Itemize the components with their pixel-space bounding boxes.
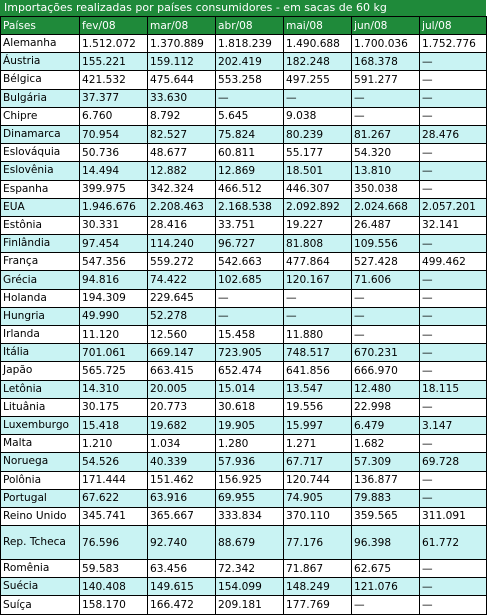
value-cell: —	[284, 289, 352, 307]
value-cell: 49.990	[80, 307, 148, 325]
column-header-feb: fev/08	[80, 17, 148, 35]
value-cell: —	[352, 107, 420, 125]
table-row	[1, 416, 487, 434]
value-cell: 114.240	[148, 235, 216, 253]
value-cell: 15.997	[284, 416, 352, 434]
value-cell: 6.479	[352, 416, 420, 434]
value-cell: 55.177	[284, 144, 352, 162]
value-cell: 96.398	[352, 526, 420, 560]
value-cell: 52.278	[148, 307, 216, 325]
value-cell: 2.092.892	[284, 198, 352, 216]
table-row	[1, 398, 487, 416]
value-cell: 12.480	[352, 380, 420, 398]
value-cell: —	[352, 596, 420, 614]
value-cell: —	[420, 307, 487, 325]
value-cell: 1.700.036	[352, 35, 420, 53]
value-cell: —	[420, 144, 487, 162]
value-cell: 50.736	[80, 144, 148, 162]
country-cell: Eslovênia	[1, 162, 80, 180]
value-cell: 477.864	[284, 253, 352, 271]
value-cell: 1.490.688	[284, 35, 352, 53]
table-row	[1, 253, 487, 271]
value-cell: 499.462	[420, 253, 487, 271]
value-cell: 19.556	[284, 398, 352, 416]
value-cell: 40.339	[148, 453, 216, 471]
value-cell: 67.622	[80, 489, 148, 507]
value-cell: 1.752.776	[420, 35, 487, 53]
value-cell: 19.227	[284, 216, 352, 234]
value-cell: 12.882	[148, 162, 216, 180]
value-cell: 30.175	[80, 398, 148, 416]
value-cell: 14.494	[80, 162, 148, 180]
value-cell: 748.517	[284, 344, 352, 362]
value-cell: 6.760	[80, 107, 148, 125]
country-cell: Noruega	[1, 453, 80, 471]
value-cell: —	[352, 307, 420, 325]
value-cell: 2.024.668	[352, 198, 420, 216]
value-cell: —	[420, 578, 487, 596]
value-cell: 154.099	[216, 578, 284, 596]
value-cell: 701.061	[80, 344, 148, 362]
country-cell: Malta	[1, 435, 80, 453]
table-row	[1, 53, 487, 71]
table-row	[1, 144, 487, 162]
table-row	[1, 380, 487, 398]
country-cell: Irlanda	[1, 326, 80, 344]
table-row	[1, 198, 487, 216]
imports-table	[0, 16, 487, 615]
value-cell: 77.176	[284, 526, 352, 560]
value-cell: 194.309	[80, 289, 148, 307]
value-cell: —	[420, 398, 487, 416]
value-cell: —	[420, 596, 487, 614]
value-cell: 1.370.889	[148, 35, 216, 53]
value-cell: 18.501	[284, 162, 352, 180]
value-cell: —	[352, 89, 420, 107]
value-cell: 527.428	[352, 253, 420, 271]
value-cell: 96.727	[216, 235, 284, 253]
value-cell: 421.532	[80, 71, 148, 89]
value-cell: 75.824	[216, 125, 284, 143]
table-row	[1, 578, 487, 596]
country-cell: Dinamarca	[1, 125, 80, 143]
value-cell: —	[420, 560, 487, 578]
value-cell: —	[420, 235, 487, 253]
country-cell: Letônia	[1, 380, 80, 398]
value-cell: 559.272	[148, 253, 216, 271]
value-cell: 97.454	[80, 235, 148, 253]
value-cell: 148.249	[284, 578, 352, 596]
table-row	[1, 453, 487, 471]
value-cell: 80.239	[284, 125, 352, 143]
value-cell: 140.408	[80, 578, 148, 596]
value-cell: 155.221	[80, 53, 148, 71]
value-cell: 9.038	[284, 107, 352, 125]
value-cell: 30.331	[80, 216, 148, 234]
value-cell: 399.975	[80, 180, 148, 198]
value-cell: —	[420, 471, 487, 489]
table-row	[1, 180, 487, 198]
value-cell: 11.120	[80, 326, 148, 344]
value-cell: —	[420, 362, 487, 380]
value-cell: 81.808	[284, 235, 352, 253]
value-cell: 13.810	[352, 162, 420, 180]
value-cell: 333.834	[216, 507, 284, 525]
value-cell: —	[420, 162, 487, 180]
header-row	[1, 17, 487, 35]
value-cell: 641.856	[284, 362, 352, 380]
value-cell: 166.472	[148, 596, 216, 614]
table-row	[1, 289, 487, 307]
value-cell: 54.320	[352, 144, 420, 162]
value-cell: 1.280	[216, 435, 284, 453]
value-cell: 61.772	[420, 526, 487, 560]
value-cell: —	[420, 89, 487, 107]
value-cell: —	[216, 307, 284, 325]
column-header-country: Países	[1, 17, 80, 35]
value-cell: —	[284, 89, 352, 107]
value-cell: 365.667	[148, 507, 216, 525]
value-cell: —	[420, 435, 487, 453]
value-cell: 19.905	[216, 416, 284, 434]
value-cell: 33.751	[216, 216, 284, 234]
value-cell: 136.877	[352, 471, 420, 489]
country-cell: Grécia	[1, 271, 80, 289]
country-cell: Suécia	[1, 578, 80, 596]
value-cell: —	[352, 326, 420, 344]
value-cell: 74.905	[284, 489, 352, 507]
value-cell: 18.115	[420, 380, 487, 398]
value-cell: —	[420, 71, 487, 89]
value-cell: 311.091	[420, 507, 487, 525]
value-cell: 62.675	[352, 560, 420, 578]
value-cell: 70.954	[80, 125, 148, 143]
country-cell: Alemanha	[1, 35, 80, 53]
value-cell: 109.556	[352, 235, 420, 253]
value-cell: 22.998	[352, 398, 420, 416]
value-cell: —	[420, 289, 487, 307]
value-cell: 177.769	[284, 596, 352, 614]
value-cell: 19.682	[148, 416, 216, 434]
value-cell: 54.526	[80, 453, 148, 471]
value-cell: 1.210	[80, 435, 148, 453]
value-cell: 8.792	[148, 107, 216, 125]
country-cell: Rep. Tcheca	[1, 526, 80, 560]
table-row	[1, 307, 487, 325]
value-cell: 350.038	[352, 180, 420, 198]
value-cell: 2.057.201	[420, 198, 487, 216]
value-cell: 669.147	[148, 344, 216, 362]
value-cell: —	[420, 271, 487, 289]
table-row	[1, 507, 487, 525]
value-cell: 33.630	[148, 89, 216, 107]
table-row	[1, 125, 487, 143]
value-cell: 15.014	[216, 380, 284, 398]
value-cell: 156.925	[216, 471, 284, 489]
table-row	[1, 162, 487, 180]
country-cell: Eslováquia	[1, 144, 80, 162]
value-cell: 102.685	[216, 271, 284, 289]
value-cell: 67.717	[284, 453, 352, 471]
value-cell: 666.970	[352, 362, 420, 380]
country-cell: Áustria	[1, 53, 80, 71]
value-cell: 20.005	[148, 380, 216, 398]
country-cell: Hungria	[1, 307, 80, 325]
table-row	[1, 471, 487, 489]
table-row	[1, 107, 487, 125]
value-cell: —	[216, 89, 284, 107]
column-header-jun: jun/08	[352, 17, 420, 35]
value-cell: —	[420, 53, 487, 71]
value-cell: 28.416	[148, 216, 216, 234]
value-cell: —	[420, 180, 487, 198]
value-cell: 15.458	[216, 326, 284, 344]
value-cell: 229.645	[148, 289, 216, 307]
value-cell: 94.816	[80, 271, 148, 289]
value-cell: 26.487	[352, 216, 420, 234]
value-cell: 74.422	[148, 271, 216, 289]
value-cell: 670.231	[352, 344, 420, 362]
value-cell: —	[420, 344, 487, 362]
country-cell: Chipre	[1, 107, 80, 125]
value-cell: 149.615	[148, 578, 216, 596]
value-cell: 11.880	[284, 326, 352, 344]
value-cell: 60.811	[216, 144, 284, 162]
value-cell: 79.883	[352, 489, 420, 507]
value-cell: 446.307	[284, 180, 352, 198]
country-cell: Reino Unido	[1, 507, 80, 525]
column-header-may: mai/08	[284, 17, 352, 35]
table-row	[1, 216, 487, 234]
value-cell: 57.936	[216, 453, 284, 471]
value-cell: 1.034	[148, 435, 216, 453]
column-header-jul: jul/08	[420, 17, 487, 35]
value-cell: 71.606	[352, 271, 420, 289]
value-cell: 76.596	[80, 526, 148, 560]
value-cell: 71.867	[284, 560, 352, 578]
value-cell: 120.744	[284, 471, 352, 489]
value-cell: 32.141	[420, 216, 487, 234]
country-cell: Romênia	[1, 560, 80, 578]
table-row	[1, 35, 487, 53]
table-row	[1, 596, 487, 614]
value-cell: 28.476	[420, 125, 487, 143]
value-cell: 565.725	[80, 362, 148, 380]
value-cell: 1.682	[352, 435, 420, 453]
value-cell: 202.419	[216, 53, 284, 71]
value-cell: 81.267	[352, 125, 420, 143]
value-cell: 497.255	[284, 71, 352, 89]
value-cell: 542.663	[216, 253, 284, 271]
value-cell: 12.869	[216, 162, 284, 180]
table-title: Importações realizadas por países consumidores - em sacas de 60 kg	[0, 0, 486, 16]
table-row	[1, 326, 487, 344]
value-cell: 82.527	[148, 125, 216, 143]
value-cell: 30.618	[216, 398, 284, 416]
country-cell: França	[1, 253, 80, 271]
value-cell: 171.444	[80, 471, 148, 489]
table-row	[1, 235, 487, 253]
value-cell: 342.324	[148, 180, 216, 198]
value-cell: 2.168.538	[216, 198, 284, 216]
value-cell: 652.474	[216, 362, 284, 380]
value-cell: 466.512	[216, 180, 284, 198]
value-cell: 88.679	[216, 526, 284, 560]
value-cell: 553.258	[216, 71, 284, 89]
value-cell: —	[420, 489, 487, 507]
value-cell: 121.076	[352, 578, 420, 596]
value-cell: 723.905	[216, 344, 284, 362]
country-cell: Estônia	[1, 216, 80, 234]
value-cell: —	[420, 107, 487, 125]
country-cell: Bélgica	[1, 71, 80, 89]
table-row	[1, 71, 487, 89]
country-cell: Luxemburgo	[1, 416, 80, 434]
value-cell: 12.560	[148, 326, 216, 344]
value-cell: —	[352, 289, 420, 307]
value-cell: —	[284, 307, 352, 325]
table-row	[1, 362, 487, 380]
country-cell: Lituânia	[1, 398, 80, 416]
value-cell: 63.916	[148, 489, 216, 507]
value-cell: 1.512.072	[80, 35, 148, 53]
table-body	[1, 35, 487, 615]
value-cell: 63.456	[148, 560, 216, 578]
table-row	[1, 489, 487, 507]
value-cell: 547.356	[80, 253, 148, 271]
value-cell: 69.728	[420, 453, 487, 471]
value-cell: 151.462	[148, 471, 216, 489]
value-cell: 20.773	[148, 398, 216, 416]
value-cell: 72.342	[216, 560, 284, 578]
value-cell: 5.645	[216, 107, 284, 125]
value-cell: 168.378	[352, 53, 420, 71]
table-row	[1, 435, 487, 453]
value-cell: 2.208.463	[148, 198, 216, 216]
value-cell: 15.418	[80, 416, 148, 434]
value-cell: 59.583	[80, 560, 148, 578]
value-cell: 591.277	[352, 71, 420, 89]
country-cell: Polônia	[1, 471, 80, 489]
value-cell: 345.741	[80, 507, 148, 525]
table-row	[1, 526, 487, 560]
value-cell: —	[216, 289, 284, 307]
value-cell: 158.170	[80, 596, 148, 614]
value-cell: 359.565	[352, 507, 420, 525]
value-cell: 159.112	[148, 53, 216, 71]
table-row	[1, 344, 487, 362]
country-cell: Espanha	[1, 180, 80, 198]
value-cell: 37.377	[80, 89, 148, 107]
column-header-mar: mar/08	[148, 17, 216, 35]
value-cell: 3.147	[420, 416, 487, 434]
value-cell: 209.181	[216, 596, 284, 614]
value-cell: 120.167	[284, 271, 352, 289]
country-cell: Holanda	[1, 289, 80, 307]
value-cell: 92.740	[148, 526, 216, 560]
country-cell: Finlândia	[1, 235, 80, 253]
value-cell: 663.415	[148, 362, 216, 380]
table-row	[1, 271, 487, 289]
country-cell: Itália	[1, 344, 80, 362]
value-cell: 370.110	[284, 507, 352, 525]
country-cell: Suíça	[1, 596, 80, 614]
value-cell: 69.955	[216, 489, 284, 507]
country-cell: EUA	[1, 198, 80, 216]
value-cell: 14.310	[80, 380, 148, 398]
column-header-apr: abr/08	[216, 17, 284, 35]
value-cell: 475.644	[148, 71, 216, 89]
value-cell: 57.309	[352, 453, 420, 471]
table-row	[1, 560, 487, 578]
value-cell: 1.271	[284, 435, 352, 453]
value-cell: 48.677	[148, 144, 216, 162]
value-cell: 182.248	[284, 53, 352, 71]
country-cell: Bulgária	[1, 89, 80, 107]
value-cell: 1.946.676	[80, 198, 148, 216]
value-cell: —	[420, 326, 487, 344]
table-row	[1, 89, 487, 107]
country-cell: Portugal	[1, 489, 80, 507]
value-cell: 13.547	[284, 380, 352, 398]
value-cell: 1.818.239	[216, 35, 284, 53]
country-cell: Japão	[1, 362, 80, 380]
